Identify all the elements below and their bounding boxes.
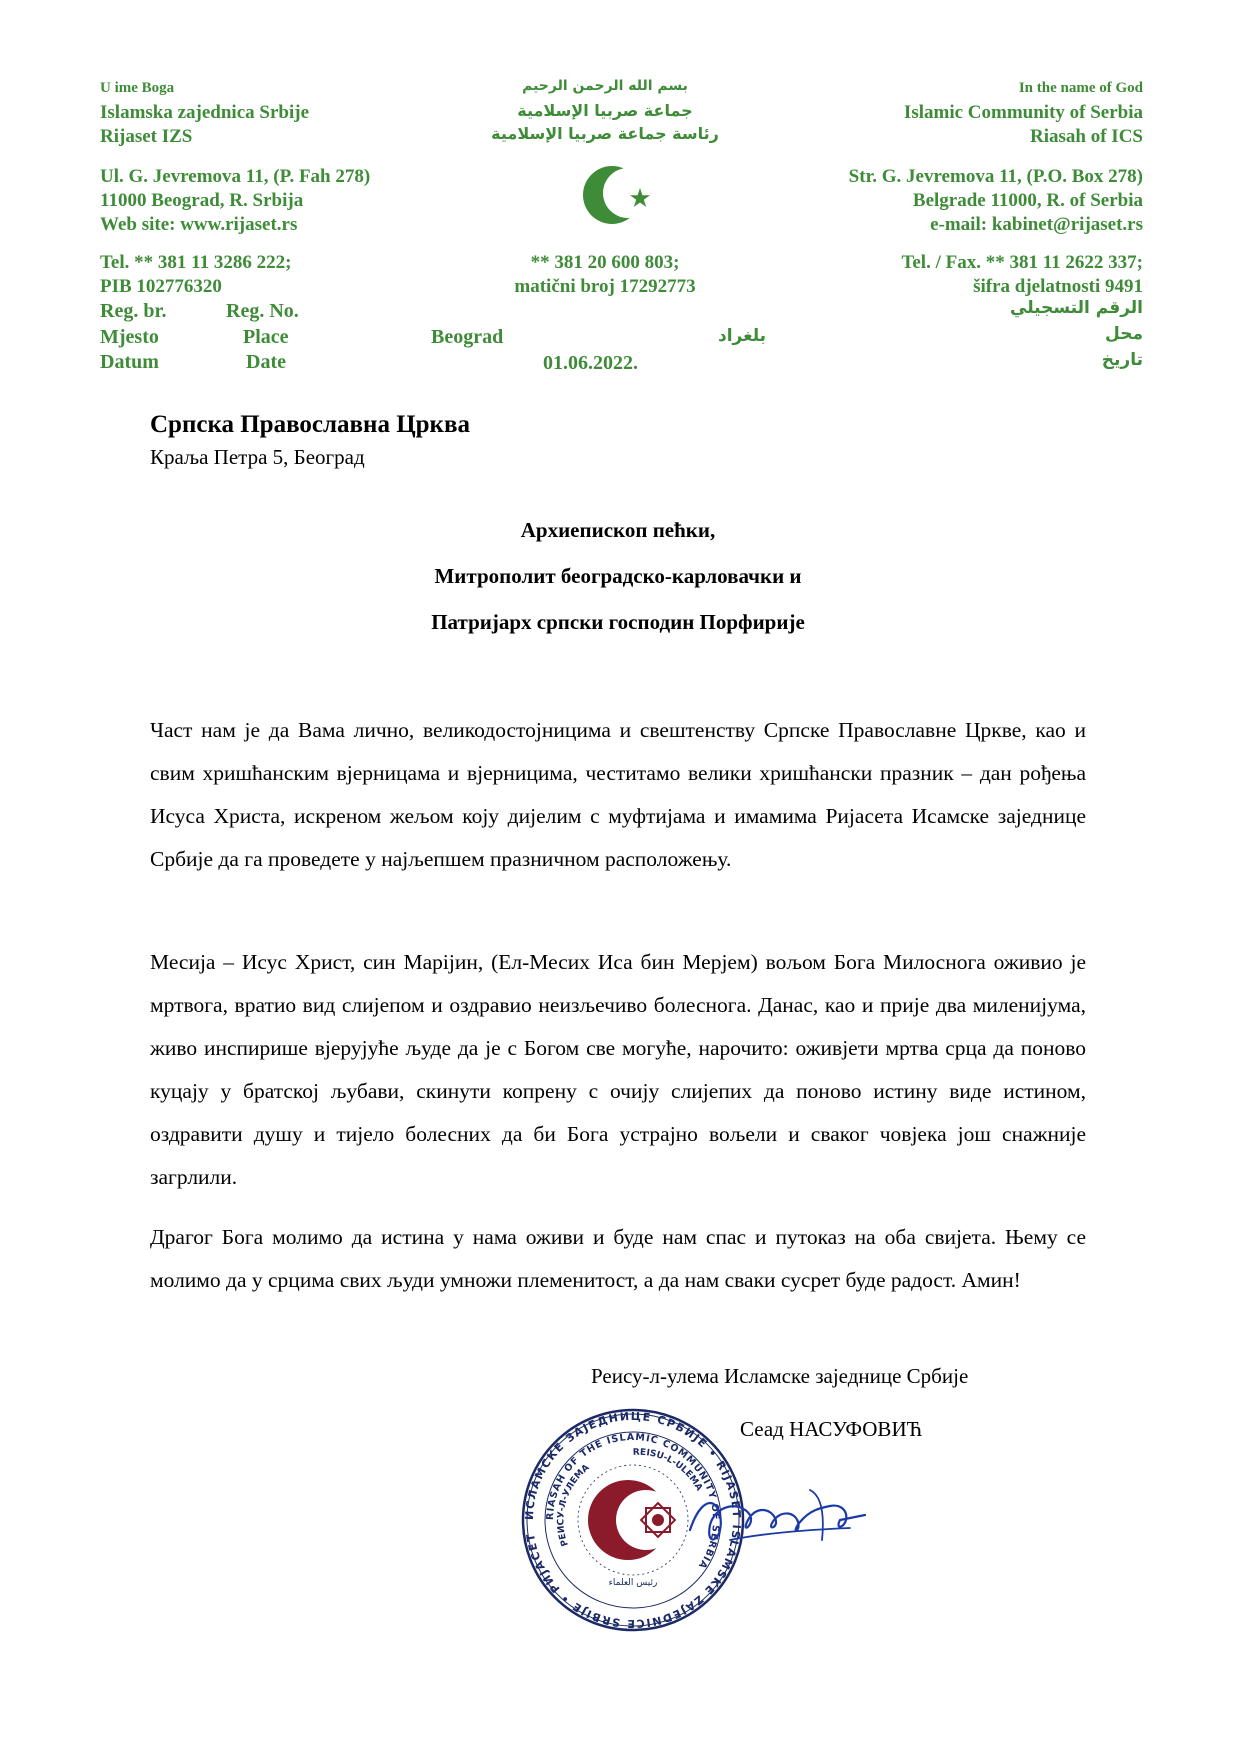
header-sub-en: Riasah of ICS (1030, 126, 1143, 147)
header-org-bs: Islamska zajednica Srbije (100, 102, 309, 123)
header-address1-bs: Ul. G. Jevremova 11, (P. Fah 278) (100, 166, 371, 187)
body-paragraph-3-text: Драгог Бога молимо да истина у нама оживи и буде нам спас и путоказ на оба свијета. Њему се молимо да у срцима свих људи умножи племенитост, а да нам сваки сусрет буде радост. Амин! (150, 1225, 1086, 1292)
field-reg-br: Reg. br. (100, 300, 167, 322)
header-address2-bs: 11000 Beograd, R. Srbija (100, 190, 304, 211)
signature-title: Реису-л-улема Исламске заједнице Србије (591, 1364, 969, 1388)
header-pib: PIB 102776320 (100, 276, 222, 297)
header-tel-en: Tel. / Fax. ** 381 11 2622 337; (901, 252, 1143, 273)
recipient-name: Српска Православна Црква (150, 411, 470, 438)
field-mjesto: Mjesto (100, 326, 159, 348)
field-reg-ar: الرقم التسجيلي (1010, 298, 1143, 318)
header-org-ar: جماعة صربيا الإسلامية (517, 101, 693, 120)
header-greeting-bs: U ime Boga (100, 80, 175, 96)
field-place: Place (243, 326, 289, 348)
field-datum: Datum (100, 351, 159, 373)
header-email: e-mail: kabinet@rijaset.rs (930, 214, 1143, 235)
body-paragraph-3 (150, 1216, 1086, 1302)
field-date-ar: تاريخ (1101, 350, 1143, 370)
field-date-value: 01.06.2022. (543, 352, 638, 374)
header-address2-en: Belgrade 11000, R. of Serbia (912, 190, 1143, 211)
field-place-value: Beograd (431, 326, 504, 348)
header-sub-bs: Rijaset IZS (100, 126, 193, 147)
header-phone-center: ** 381 20 600 803; (530, 252, 680, 273)
field-date: Date (246, 351, 286, 373)
handwritten-signature (670, 1470, 880, 1570)
body-paragraph-2 (150, 941, 1086, 1199)
header-org-en: Islamic Community of Serbia (903, 102, 1143, 123)
body-paragraph-1-text: Част нам је да Вама лично, великодостојницима и свештенству Српске Православне Цркве, као и свим хришћанским вјерницама и вјерницима, честитамо велики хришћански празник – дан рођења Исуса Христа, искреном жељом коју дијелим с муфтијама и имамима Ријасета Исамске заједнице Србије да га проведете у најљепшем празничном расположењу. (150, 718, 1086, 871)
header-reg-number: matični broj 17292773 (514, 276, 696, 297)
field-place-ar: محل (1105, 324, 1143, 344)
header-greeting-en: In the name of God (1018, 80, 1143, 96)
signature-name: Сеад НАСУФОВИЋ (740, 1417, 923, 1441)
recipient-address: Краља Петра 5, Београд (150, 445, 365, 469)
body-paragraph-1 (150, 709, 1086, 881)
seal-inner-text: RIASAH OF THE ISLAMIC COMMUNITY OF SERBIA (544, 1431, 722, 1571)
header-tel-bs: Tel. ** 381 11 3286 222; (100, 252, 292, 273)
seal-arabic-mark: رئيس العلماء (608, 1578, 658, 1588)
header-address1-en: Str. G. Jevremova 11, (P.O. Box 278) (848, 166, 1143, 187)
seal-mid-left-text: РЕИСУ-Л-УЛЕМА (556, 1462, 592, 1548)
addressee-line-2: Митрополит београдско-карловачки и (434, 564, 802, 588)
field-place-value-ar: بلغراد (718, 326, 767, 346)
seal-mid-right-text: REISU-L-ULEMA (632, 1447, 704, 1493)
addressee-line-3: Патријарх српски господин Порфирије (431, 610, 805, 634)
header-sub-ar: رئاسة جماعة صربيا الإسلامية (491, 124, 719, 143)
header-activity-code: šifra djelatnosti 9491 (973, 276, 1143, 297)
header-basmala: بسم الله الرحمن الرحيم (522, 78, 688, 94)
addressee-line-1: Архиепископ пећки, (520, 518, 716, 542)
field-reg-no: Reg. No. (226, 300, 299, 322)
crescent-star-logo (580, 160, 650, 230)
seal-outer-text: ИСЛАМСКЕ ЗАЈЕДНИЦЕ СРБИЈЕ • RIJASET ISLAMSKE ZAJEDNICE SRBIJE • РИЈАСЕТ (522, 1409, 744, 1631)
body-paragraph-2-text: Месија – Исус Христ, син Марijин, (Ел-Месих Иса бин Мерјем) вољом Бога Милоснога оживио је мртвога, вратио вид слијепом и оздравио неизљечиво болеснога. Данас, као и прије два миленијума, живо инспирише вјерујуће људе да је с Богом све могуће, нарочито: оживјети мртва срца да поново куцају у братској љубави, скинути копрену с очију слијепих да поново истину виде истином, оздравити душу и тијело болесних да би Бога устрајно вољели и сваког човјека још снажније загрлили. (150, 950, 1086, 1189)
header-web: Web site: www.rijaset.rs (100, 214, 298, 235)
